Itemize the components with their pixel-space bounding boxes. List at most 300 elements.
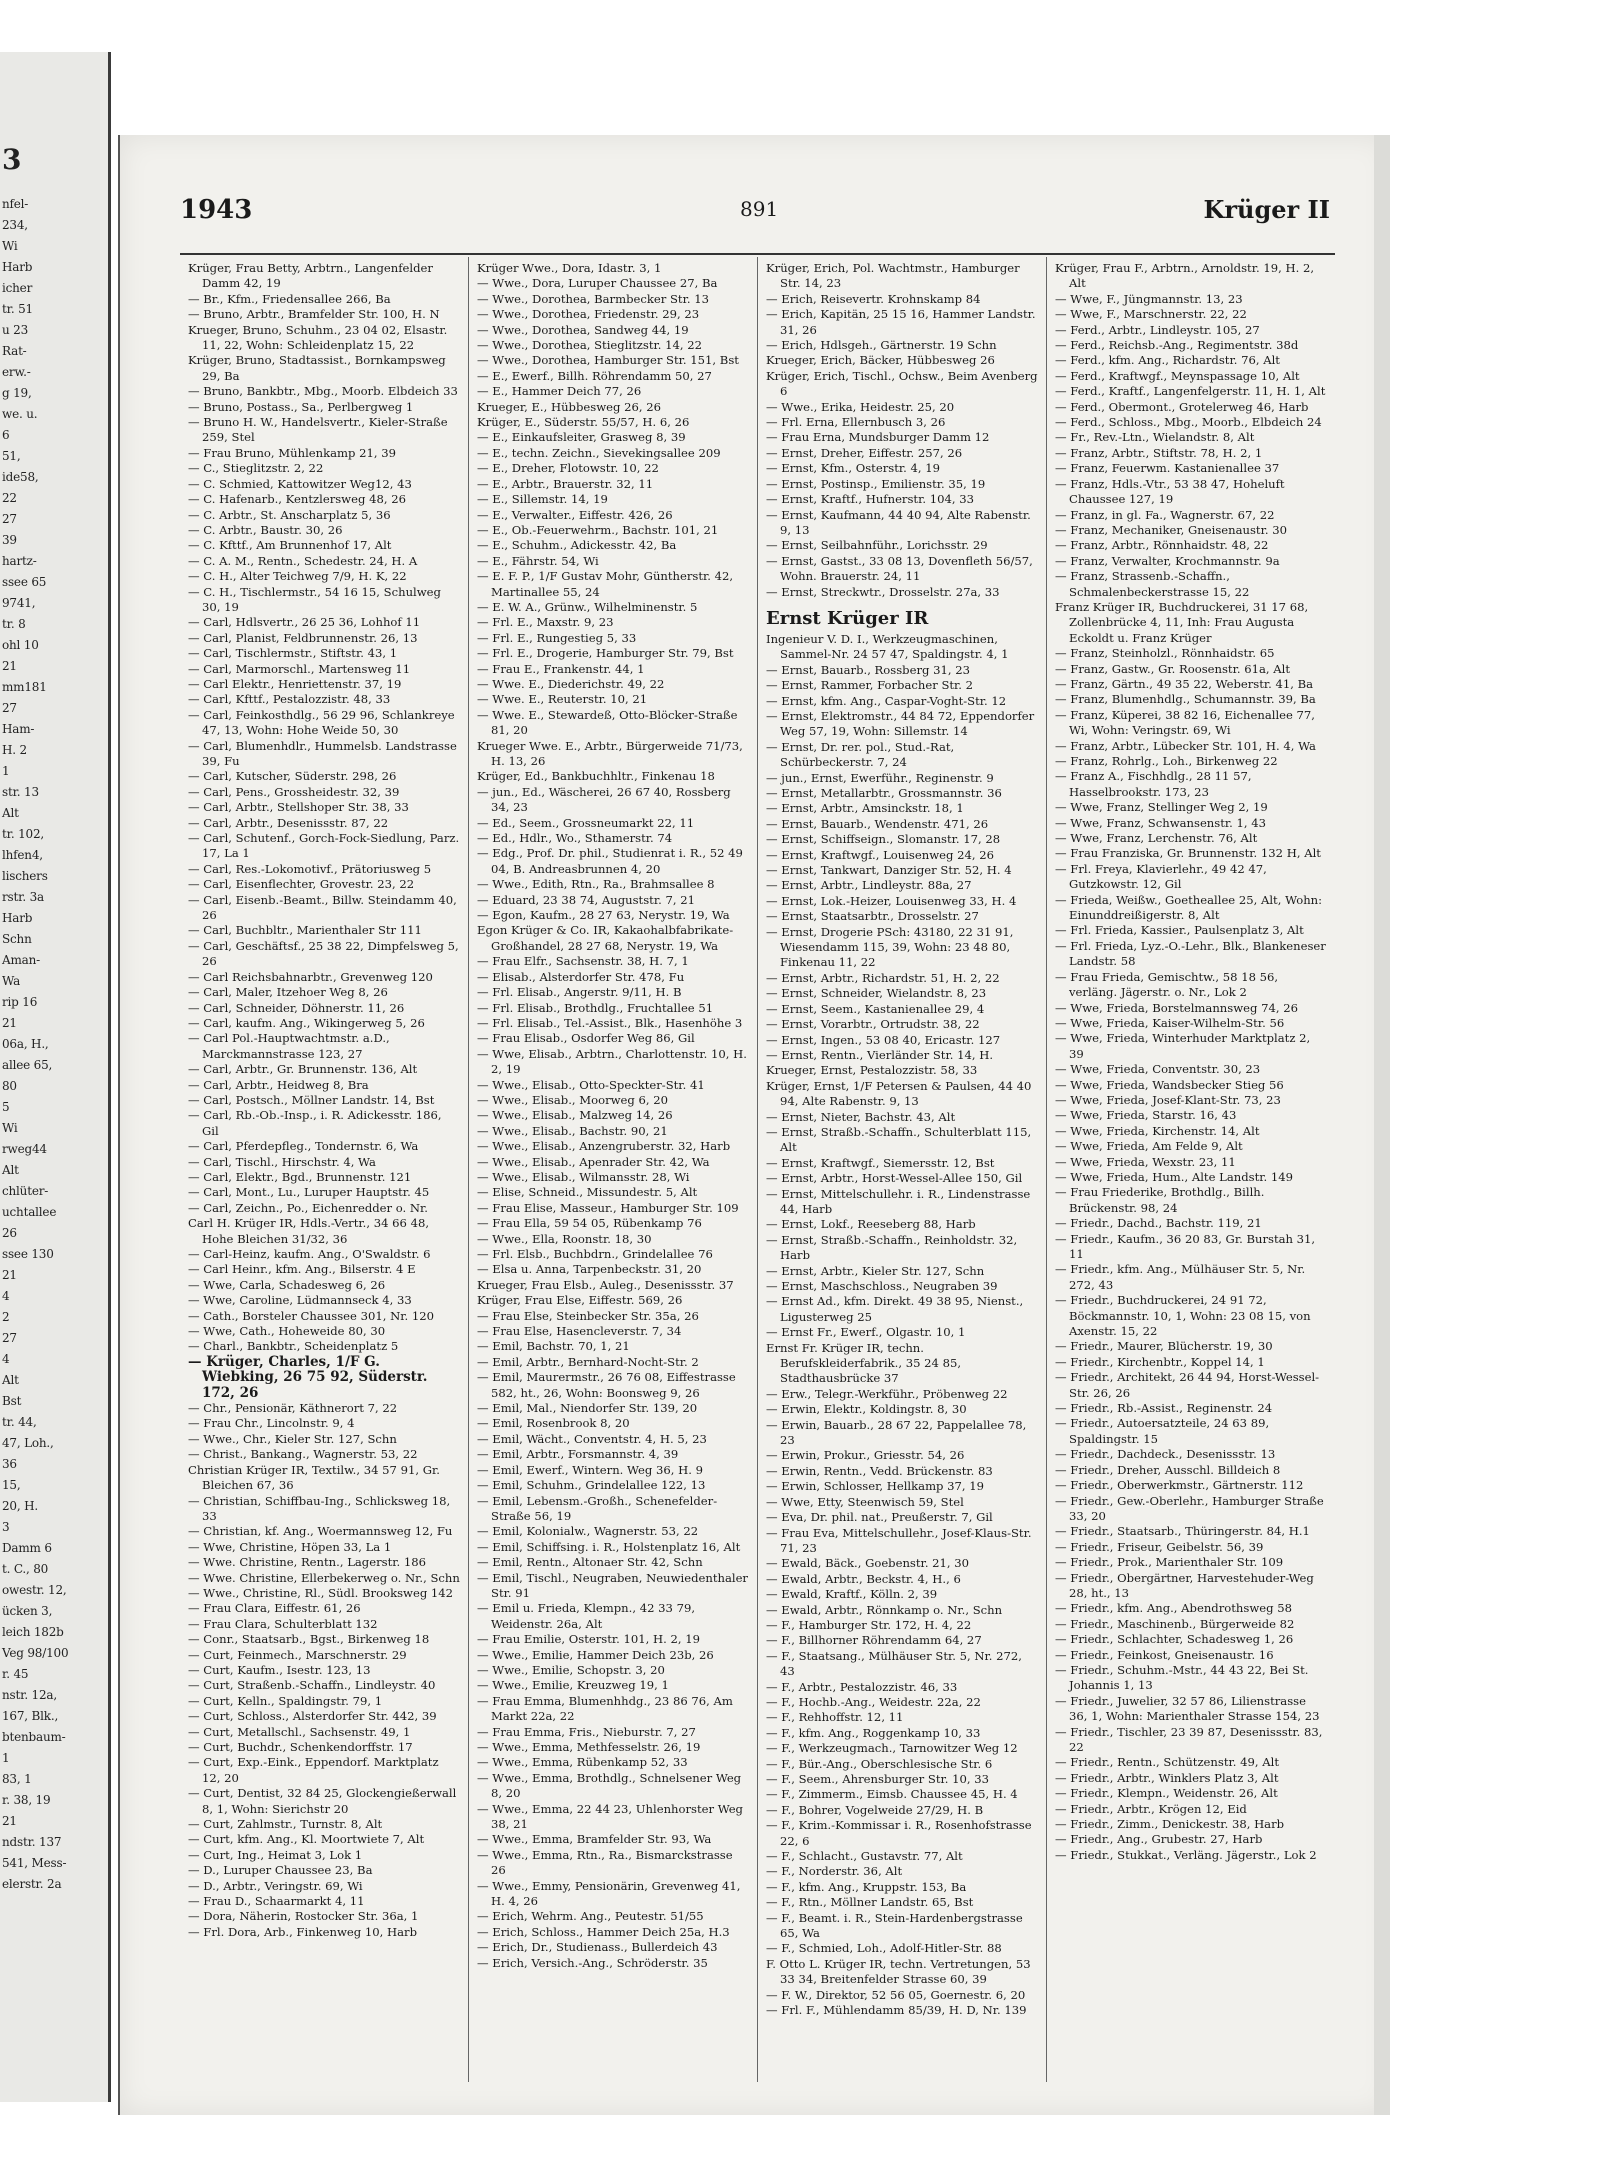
directory-entry: — Friedr., Arbtr., Winklers Platz 3, Alt — [1055, 1770, 1279, 1785]
facing-page-line: g 19, — [2, 386, 32, 400]
directory-entry: — Wwe., Emilie, Hammer Deich 23b, 26 — [477, 1647, 714, 1662]
directory-entry: — Carl, Hdlsvertr., 26 25 36, Lohhof 11 — [188, 615, 421, 630]
directory-entry: — Carl, Maler, Itzehoer Weg 8, 26 — [188, 985, 388, 1000]
facing-page-line: 20, H. — [2, 1499, 38, 1513]
directory-entry: — Franz, Feuerwm. Kastanienallee 37 — [1055, 461, 1280, 476]
facing-page-line: ohl 10 — [2, 638, 39, 652]
header-rule — [180, 253, 1335, 255]
directory-entry: — Erwin, Rentn., Vedd. Brückenstr. 83 — [766, 1463, 993, 1478]
directory-entry: — Frl. Elisab., Brothdlg., Fruchtallee 51 — [477, 1000, 714, 1015]
directory-entry: — Frau Elfr., Sachsenstr. 38, H. 7, 1 — [477, 954, 689, 969]
directory-entry: — Friedr., Feinkost, Gneisenaustr. 16 — [1055, 1647, 1274, 1662]
directory-entry: — Curt, Zahlmstr., Turnstr. 8, Alt — [188, 1817, 383, 1832]
directory-entry: — Carl, Tischl., Hirschstr. 4, Wa — [188, 1154, 376, 1169]
directory-entry: — Erwin, Bauarb., 28 67 22, Pappelallee 78, 23 — [766, 1417, 1027, 1448]
directory-entry: — Wwe. E., Stewardeß, Otto-Blöcker-Straße 81, 20 — [477, 707, 738, 738]
directory-entry: — jun., Ernst, Ewerführ., Reginenstr. 9 — [766, 770, 994, 785]
header-page-number: 891 — [740, 197, 779, 221]
column-2 — [469, 257, 758, 2082]
directory-entry: — Carl, Tischlermstr., Stiftstr. 43, 1 — [188, 646, 398, 661]
facing-page-line: 39 — [2, 533, 17, 547]
directory-entry: — Ernst, Straßb.-Schaffn., Reinholdstr. 32, Harb — [766, 1232, 1018, 1263]
directory-entry: — Friedr., Dachd., Bachstr. 119, 21 — [1055, 1216, 1262, 1231]
facing-page-line: 4 — [2, 1352, 10, 1366]
facing-page-line: rweg44 — [2, 1142, 47, 1156]
directory-entry: — Wwe, Christine, Höpen 33, La 1 — [188, 1539, 392, 1554]
facing-page-line: t. C., 80 — [2, 1562, 49, 1576]
directory-entry: — Elisab., Alsterdorfer Str. 478, Fu — [477, 969, 685, 984]
facing-page-line: 541, Mess- — [2, 1856, 67, 1870]
directory-entry: — Bruno, Arbtr., Bramfelder Str. 100, H. N — [188, 307, 440, 322]
directory-entry: — C. A. M., Rentn., Schedestr. 24, H. A — [188, 553, 418, 568]
column-1 — [180, 257, 469, 2082]
facing-page-line: 27 — [2, 512, 17, 526]
directory-entry: — Ferd., Obermont., Grotelerweg 46, Harb — [1055, 399, 1309, 414]
directory-entry: — Ewald, Kraftf., Kölln. 2, 39 — [766, 1587, 938, 1602]
directory-entry: — F., Bür.-Ang., Oberschlesische Str. 6 — [766, 1756, 993, 1771]
directory-entry: F. Otto L. Krüger IR, techn. Vertretungen, 53 33 34, Breitenfelder Strasse 60, 39 — [766, 1956, 1031, 1987]
directory-entry: — Ernst, Schneider, Wielandstr. 8, 23 — [766, 986, 987, 1001]
directory-entry: — Krüger, Charles, 1/F G. Wiebking, 26 75 92, Süderstr. 172, 26 — [188, 1353, 428, 1401]
directory-entry: — Wwe, Frieda, Kaiser-Wilhelm-Str. 56 — [1055, 1015, 1285, 1030]
facing-page-line: Aman- — [2, 953, 40, 967]
directory-entry: — Friedr., Juwelier, 32 57 86, Lilienstrasse 36, 1, Wohn: Marienthaler Strasse 154, 23 — [1055, 1693, 1320, 1724]
directory-entry: — Friedr., Gew.-Oberlehr., Hamburger Straße 33, 20 — [1055, 1493, 1324, 1523]
directory-entry: — Wwe., Emma, Brothdlg., Schnelsener Weg 8, 20 — [477, 1770, 742, 1801]
directory-entry: — Ernst, Straßb.-Schaffn., Schulterblatt 115, Alt — [766, 1124, 1032, 1155]
directory-entry: — Ernst, Kraftf., Hufnerstr. 104, 33 — [766, 492, 974, 507]
directory-entry: — E., Einkaufsleiter, Grasweg 8, 39 — [477, 430, 686, 445]
directory-entry: — Wwe. E., Diederichstr. 49, 22 — [477, 676, 665, 691]
directory-entry: — Emil, Kolonialw., Wagnerstr. 53, 22 — [477, 1524, 699, 1539]
directory-entry: Krüger, Ed., Bankbuchhltr., Finkenau 18 — [477, 769, 715, 784]
directory-entry: — Ernst, Dr. rer. pol., Stud.-Rat, Schürbeckerstr. 7, 24 — [766, 739, 955, 770]
directory-entry: Krueger Wwe. E., Arbtr., Bürgerweide 71/73, H. 13, 26 — [477, 738, 743, 768]
directory-entry: — Carl, kaufm. Ang., Wikingerweg 5, 26 — [188, 1015, 425, 1030]
directory-entry: — E., Ob.-Feuerwehrm., Bachstr. 101, 21 — [477, 522, 719, 537]
directory-entry: — Friedr., Arbtr., Krögen 12, Eid — [1055, 1801, 1247, 1816]
directory-entry: — Frau Bruno, Mühlenkamp 21, 39 — [188, 445, 397, 460]
directory-entry: — Frau Friederike, Brothdlg., Billh. Brückenstr. 98, 24 — [1055, 1185, 1265, 1215]
directory-entry: — Ernst, Metallarbtr., Grossmannstr. 36 — [766, 786, 1002, 800]
directory-entry: — Wwe, Frieda, Starstr. 16, 43 — [1055, 1108, 1237, 1123]
column-4 — [1047, 257, 1335, 2082]
directory-entry: Ingenieur V. D. I., Werkzeugmaschinen, Sammel-Nr. 24 57 47, Spaldingstr. 4, 1 — [766, 631, 1009, 662]
directory-entry: — Ed., Hdlr., Wo., Sthamerstr. 74 — [477, 831, 673, 846]
directory-entry: — E. F. P., 1/F Gustav Mohr, Güntherstr. 42, Martinallee 55, 24 — [477, 569, 734, 599]
directory-entry: — Friedr., kfm. Ang., Abendrothsweg 58 — [1055, 1601, 1292, 1616]
facing-page-line: 47, Loh., — [2, 1436, 54, 1450]
directory-entry: — Wwe., Dora, Luruper Chaussee 27, Ba — [477, 276, 718, 291]
facing-page-line: tr. 44, — [2, 1415, 37, 1429]
directory-entry: Egon Krüger & Co. IR, Kakaohalbfabrikate-Großhandel, 28 27 68, Nerystr. 19, Wa — [477, 923, 734, 953]
directory-entry: — Ernst, Lok.-Heizer, Louisenweg 33, H. 4 — [766, 893, 1017, 908]
facing-page-line: 234, — [2, 218, 28, 232]
directory-entry: — Franz, Hdls.-Vtr., 53 38 47, Hoheluft Chaussee 127, 19 — [1055, 476, 1285, 507]
directory-entry: — Ernst, Postinsp., Emilienstr. 35, 19 — [766, 476, 986, 491]
directory-entry: — Frau Clara, Schulterblatt 132 — [188, 1616, 378, 1631]
directory-entry: — Friedr., Rentn., Schützenstr. 49, Alt — [1055, 1755, 1279, 1770]
facing-page-line: rstr. 3a — [2, 890, 44, 904]
directory-entry: Christian Krüger IR, Textilw., 34 57 91, Gr. Bleichen 67, 36 — [188, 1462, 440, 1493]
directory-entry: — Friedr., Prok., Marienthaler Str. 109 — [1055, 1555, 1284, 1570]
facing-page-line: nfel- — [2, 197, 29, 211]
directory-entry: — Franz, Gastw., Gr. Roosenstr. 61a, Alt — [1055, 661, 1290, 676]
directory-entry: — Carl Heinr., kfm. Ang., Bilserstr. 4 E — [188, 1262, 416, 1277]
directory-entry: — Bruno, Bankbtr., Mbg., Moorb. Elbdeich 33 — [188, 384, 458, 399]
directory-entry: — Emil, Arbtr., Forsmannstr. 4, 39 — [477, 1447, 679, 1462]
directory-entry: — Ernst, Kaufmann, 44 40 94, Alte Rabenstr. 9, 13 — [766, 507, 1031, 537]
directory-entry: — Wwe., Chr., Kieler Str. 127, Schn — [188, 1431, 397, 1446]
facing-page-line: Veg 98/100 — [2, 1646, 69, 1660]
directory-entry: — Carl, Eisenflechter, Grovestr. 23, 22 — [188, 877, 415, 892]
directory-entry: — F. W., Direktor, 52 56 05, Goernestr. 6, 20 — [766, 1987, 1026, 2002]
facing-page-line: 6 — [2, 428, 10, 442]
directory-entry: — D., Arbtr., Veringstr. 69, Wi — [188, 1878, 363, 1893]
facing-page-line: Rat- — [2, 344, 27, 358]
directory-page — [118, 135, 1390, 2115]
directory-entry: — Friedr., Kirchenbtr., Koppel 14, 1 — [1055, 1354, 1265, 1369]
directory-entry: — Franz, Steinholzl., Rönnhaidstr. 65 — [1055, 646, 1275, 661]
directory-entry: — Curt, Exp.-Eink., Eppendorf. Marktplatz 12, 20 — [188, 1755, 439, 1785]
directory-entry: — Frau Else, Hasencleverstr. 7, 34 — [477, 1324, 682, 1339]
directory-entry: — Frl. Elisab., Angerstr. 9/11, H. B — [477, 985, 682, 1000]
facing-page-line: Harb — [2, 260, 33, 274]
directory-entry: — Wwe, Carla, Schadesweg 6, 26 — [188, 1277, 386, 1292]
directory-entry: — Wwe, Franz, Schwansenstr. 1, 43 — [1055, 815, 1267, 830]
facing-page-line: ssee 65 — [2, 575, 47, 589]
directory-entry: — Friedr., Maurer, Blücherstr. 19, 30 — [1055, 1339, 1273, 1354]
directory-entry: — C. Hafenarb., Kentzlersweg 48, 26 — [188, 492, 406, 507]
directory-entry: — Wwe, Etty, Steenwisch 59, Stel — [766, 1494, 964, 1509]
directory-entry: — Friedr., Oberwerkmstr., Gärtnerstr. 112 — [1055, 1478, 1304, 1493]
directory-entry: — E., Verwalter., Eiffestr. 426, 26 — [477, 507, 673, 522]
directory-entry: — Frau Emma, Blumenhhdg., 23 86 76, Am Markt 22a, 22 — [477, 1693, 733, 1724]
directory-entry: — Frl. Frieda, Lyz.-O.-Lehr., Blk., Blankeneser Landstr. 58 — [1055, 938, 1326, 969]
facing-page-line: 06a, H., — [2, 1037, 49, 1051]
directory-entry: — Ernst, Rammer, Forbacher Str. 2 — [766, 678, 974, 693]
facing-page-line: tr. 51 — [2, 302, 33, 316]
entry-columns — [180, 257, 1335, 2082]
facing-page-line: 83, 1 — [2, 1772, 32, 1786]
directory-entry: — Frl. Frieda, Kassier., Paulsenplatz 3, Alt — [1055, 923, 1304, 938]
directory-entry: — Franz, Verwalter, Krochmannstr. 9a — [1055, 553, 1280, 568]
directory-entry: — E., Hammer Deich 77, 26 — [477, 384, 642, 399]
facing-page-big-number: 3 — [2, 143, 22, 176]
directory-entry: — Friedr., kfm. Ang., Mülhäuser Str. 5, Nr. 272, 43 — [1055, 1262, 1306, 1292]
directory-entry: — C. Schmied, Kattowitzer Weg12, 43 — [188, 476, 412, 491]
directory-entry: — Wwe, Frieda, Conventstr. 30, 23 — [1055, 1062, 1261, 1077]
facing-page-line: chlüter- — [2, 1184, 49, 1198]
directory-entry: — Wwe, Frieda, Wandsbecker Stieg 56 — [1055, 1077, 1284, 1092]
directory-entry: — Ernst, Bauarb., Wendenstr. 471, 26 — [766, 816, 989, 831]
directory-entry: — Carl Elektr., Henriettenstr. 37, 19 — [188, 676, 402, 691]
directory-entry: — Erich, Wehrm. Ang., Peutestr. 51/55 — [477, 1909, 704, 1924]
directory-entry: — Wwe., Emilie, Kreuzweg 19, 1 — [477, 1678, 669, 1693]
facing-page-line: owestr. 12, — [2, 1583, 67, 1597]
directory-entry: Krueger, E., Hübbesweg 26, 26 — [477, 399, 661, 414]
directory-entry: — Friedr., Autoersatzteile, 24 63 89, Spaldingstr. 15 — [1055, 1416, 1270, 1446]
facing-page-line: 9741, — [2, 596, 36, 610]
directory-entry: — Ewald, Bäck., Goebenstr. 21, 30 — [766, 1556, 970, 1571]
directory-entry: — Cath., Borsteler Chaussee 301, Nr. 120 — [188, 1308, 434, 1323]
directory-entry: Krüger, Ernst, 1/F Petersen & Paulsen, 44 40 94, Alte Rabenstr. 9, 13 — [766, 1078, 1032, 1109]
directory-entry: — Frau Erna, Mundsburger Damm 12 — [766, 430, 990, 445]
directory-entry: — Carl, Blumenhdlr., Hummelsb. Landstrasse 39, Fu — [188, 738, 457, 768]
directory-entry: — Carl Reichsbahnarbtr., Grevenweg 120 — [188, 969, 433, 984]
directory-entry: — Frau Emma, Fris., Nieburstr. 7, 27 — [477, 1724, 696, 1739]
directory-entry: — Curt, Kelln., Spaldingstr. 79, 1 — [188, 1693, 383, 1708]
directory-entry: Carl H. Krüger IR, Hdls.-Vertr., 34 66 48, Hohe Bleichen 31/32, 36 — [188, 1216, 430, 1246]
directory-entry: — F., Seem., Ahrensburger Str. 10, 33 — [766, 1772, 990, 1786]
directory-entry: — Wwe, Elisab., Arbtrn., Charlottenstr. 10, H. 2, 19 — [477, 1046, 747, 1077]
directory-entry: — F., kfm. Ang., Roggenkamp 10, 33 — [766, 1725, 981, 1740]
directory-entry: — Emil, Wächt., Conventstr. 4, H. 5, 23 — [477, 1431, 707, 1446]
directory-entry: — Eva, Dr. phil. nat., Preußerstr. 7, Gil — [766, 1510, 993, 1525]
directory-entry: — Ferd., kfm. Ang., Richardstr. 76, Alt — [1055, 353, 1280, 368]
directory-entry: — Ernst, Seem., Kastanienallee 29, 4 — [766, 1001, 985, 1016]
directory-entry: — Frau Elisab., Osdorfer Weg 86, Gil — [477, 1031, 695, 1046]
facing-page-line: Wa — [2, 974, 21, 988]
column-3 — [758, 257, 1047, 2082]
directory-entry: — Charl., Bankbtr., Scheidenplatz 5 — [188, 1339, 399, 1354]
directory-entry: — Ernst, Arbtr., Horst-Wessel-Allee 150, Gil — [766, 1171, 1023, 1186]
directory-entry: — C. Arbtr., St. Anscharplatz 5, 36 — [188, 507, 391, 522]
facing-page-line: ide58, — [2, 470, 39, 484]
directory-entry: — Frau Chr., Lincolnstr. 9, 4 — [188, 1416, 355, 1431]
facing-page-line: 21 — [2, 1016, 17, 1030]
directory-entry: — Carl, Planist, Feldbrunnenstr. 26, 13 — [188, 630, 418, 645]
directory-entry: — Carl, Arbtr., Desenissstr. 87, 22 — [188, 815, 389, 830]
directory-entry: — Erich, Schloss., Hammer Deich 25a, H.3 — [477, 1924, 730, 1939]
directory-entry: — Frau Emilie, Osterstr. 101, H. 2, 19 — [477, 1632, 700, 1647]
facing-page-line: nstr. 12a, — [2, 1688, 57, 1702]
directory-entry: — Frau D., Schaarmarkt 4, 11 — [188, 1894, 365, 1909]
directory-entry: — Frl. E., Rungestieg 5, 33 — [477, 630, 637, 645]
directory-entry: — Friedr., Ang., Grubestr. 27, Harb — [1055, 1832, 1263, 1847]
directory-entry: — Carl, Mont., Lu., Luruper Hauptstr. 45 — [188, 1185, 430, 1200]
facing-page-line: 2 — [2, 1310, 10, 1324]
directory-entry: — Erich, Reisevertr. Krohnskamp 84 — [766, 291, 981, 306]
directory-entry: — Frl. E., Maxstr. 9, 23 — [477, 615, 614, 630]
facing-page-line: lhfen4, — [2, 848, 43, 862]
directory-entry: — E., Ewerf., Billh. Röhrendamm 50, 27 — [477, 368, 712, 383]
facing-page-line: icher — [2, 281, 33, 295]
directory-entry: — Friedr., Klempn., Weidenstr. 26, Alt — [1055, 1786, 1278, 1801]
directory-entry: — Christian, kf. Ang., Woermannsweg 12, Fu — [188, 1524, 453, 1539]
facing-page-line: uchtallee — [2, 1205, 57, 1219]
directory-entry: — Ernst, Rentn., Vierländer Str. 14, H. — [766, 1047, 994, 1062]
directory-entry: — Curt, Kaufm., Isestr. 123, 13 — [188, 1662, 371, 1677]
facing-page-line: 21 — [2, 1268, 17, 1282]
directory-entry: Krüger, Frau Betty, Arbtrn., Langenfelder Damm 42, 19 — [188, 261, 433, 291]
header-year: 1943 — [180, 195, 253, 225]
facing-page-line: Alt — [2, 1163, 19, 1177]
directory-entry: — Br., Kfm., Friedensallee 266, Ba — [188, 291, 391, 306]
directory-entry: — Franz, Blumenhdlg., Schumannstr. 39, Ba — [1055, 692, 1316, 707]
directory-entry: — Ernst, Tankwart, Danziger Str. 52, H. 4 — [766, 863, 1012, 878]
directory-entry: — Erw., Telegr.-Werkführ., Pröbenweg 22 — [766, 1386, 1008, 1401]
directory-entry: — C., Stieglitzstr. 2, 22 — [188, 461, 324, 476]
directory-entry: — Carl Pol.-Hauptwachtmstr. a.D., Marckmannstrasse 123, 27 — [188, 1031, 390, 1061]
directory-entry: Krüger, Erich, Pol. Wachtmstr., Hamburger Str. 14, 23 — [766, 261, 1020, 291]
facing-page-line: 22 — [2, 491, 17, 505]
directory-entry: — Franz, Arbtr., Lübecker Str. 101, H. 4, Wa — [1055, 738, 1316, 753]
facing-page-line: hartz- — [2, 554, 37, 568]
directory-entry: — Ernst, kfm. Ang., Caspar-Voght-Str. 12 — [766, 693, 1007, 708]
directory-entry: — Emil, Arbtr., Bernhard-Nocht-Str. 2 — [477, 1354, 699, 1369]
directory-entry: — Wwe., Elisab., Bachstr. 90, 21 — [477, 1123, 668, 1138]
directory-entry: — Wwe, Caroline, Lüdmannseck 4, 33 — [188, 1293, 412, 1308]
facing-page-line: ssee 130 — [2, 1247, 54, 1261]
directory-entry: — F., Schlacht., Gustavstr. 77, Alt — [766, 1849, 963, 1864]
directory-entry: — Frl. E., Drogerie, Hamburger Str. 79, Bst — [477, 646, 734, 661]
facing-page-line: Schn — [2, 932, 32, 946]
directory-entry: — Carl, Elektr., Bgd., Brunnenstr. 121 — [188, 1169, 412, 1184]
facing-page-line: 21 — [2, 1814, 17, 1828]
directory-entry: — Bruno H. W., Handelsvertr., Kieler-Straße 259, Stel — [188, 415, 448, 445]
directory-entry: — Franz, Strassenb.-Schaffn., Schmalenbeckerstrasse 15, 22 — [1055, 569, 1250, 599]
directory-entry: — Friedr., Buchdruckerei, 24 91 72, Böckmannstr. 10, 1, Wohn: 23 08 15, von Axenstr. 15, 22 — [1055, 1293, 1311, 1339]
directory-entry: — Wwe, Frieda, Am Felde 9, Alt — [1055, 1139, 1243, 1154]
header-running-head: Krüger II — [1203, 195, 1330, 224]
directory-entry: — Wwe., Elisab., Otto-Speckter-Str. 41 — [477, 1077, 705, 1092]
directory-entry: — Wwe, Frieda, Wexstr. 23, 11 — [1055, 1154, 1236, 1169]
directory-entry: — Frau Frieda, Gemischtw., 58 18 56, verläng. Jägerstr. o. Nr., Lok 2 — [1055, 969, 1279, 1000]
directory-entry: — Wwe., Emma, Methfesselstr. 26, 19 — [477, 1740, 701, 1754]
directory-entry: — Emil u. Frieda, Klempn., 42 33 79, Weidenstr. 26a, Alt — [477, 1601, 696, 1631]
directory-entry: — Ernst, Arbtr., Amsinckstr. 18, 1 — [766, 801, 964, 816]
directory-entry: — C. Kfttf., Am Brunnenhof 17, Alt — [188, 538, 392, 553]
directory-entry: — Carl, Eisenb.-Beamt., Billw. Steindamm 40, 26 — [188, 892, 457, 923]
directory-entry: — Egon, Kaufm., 28 27 63, Nerystr. 19, Wa — [477, 908, 730, 923]
directory-entry: — Wwe., Dorothea, Friedenstr. 29, 23 — [477, 307, 700, 322]
directory-entry: — Franz, Arbtr., Stiftstr. 78, H. 2, 1 — [1055, 445, 1263, 460]
facing-page-line: allee 65, — [2, 1058, 53, 1072]
directory-entry: — F., Rtn., Möllner Landstr. 65, Bst — [766, 1895, 974, 1910]
directory-entry: — Bruno, Postass., Sa., Perlbergweg 1 — [188, 399, 414, 414]
directory-entry: — Carl, Kutscher, Süderstr. 298, 26 — [188, 769, 397, 784]
directory-entry: — Erich, Hdlsgeh., Gärtnerstr. 19 Schn — [766, 338, 997, 353]
directory-entry: — Ernst, Streckwtr., Drosselstr. 27a, 33 — [766, 584, 1000, 599]
directory-entry: — Wwe., Dorothea, Stieglitzstr. 14, 22 — [477, 338, 703, 353]
facing-page-line: Wi — [2, 1121, 18, 1135]
facing-page-line: Alt — [2, 806, 19, 820]
directory-entry: Franz Krüger IR, Buchdruckerei, 31 17 68, Zollenbrücke 4, 11, Inh: Frau Augusta Eckoldt u. Franz Krüger — [1055, 599, 1309, 645]
directory-entry: — Friedr., Kaufm., 36 20 83, Gr. Burstah 31, 11 — [1055, 1231, 1316, 1261]
directory-entry: — Wwe., Elisab., Moorweg 6, 20 — [477, 1092, 669, 1107]
directory-entry: — Wwe, Frieda, Hum., Alte Landstr. 149 — [1055, 1169, 1293, 1184]
facing-page-line: btenbaum- — [2, 1730, 66, 1744]
directory-entry: Ernst Fr. Krüger IR, techn. Berufskleiderfabrik., 35 24 85, Stadthausbrücke 37 — [766, 1340, 962, 1386]
directory-entry: Krüger, Erich, Tischl., Ochsw., Beim Avenberg 6 — [766, 368, 1038, 399]
directory-entry: — Frl. Erna, Ellernbusch 3, 26 — [766, 415, 946, 430]
directory-entry: — Emil, Maurermstr., 26 76 08, Eiffestrasse 582, ht., 26, Wohn: Boonsweg 9, 26 — [477, 1370, 736, 1400]
directory-entry: — Emil, Tischl., Neugraben, Neuwiedenthaler Str. 91 — [477, 1570, 748, 1600]
directory-entry: — Ernst, Gastst., 33 08 13, Dovenfleth 56/57, Wohn. Brauerstr. 24, 11 — [766, 553, 1033, 584]
directory-entry: — Erich, Versich.-Ang., Schröderstr. 35 — [477, 1955, 708, 1970]
directory-entry: — Wwe., Emma, 22 44 23, Uhlenhorster Weg 38, 21 — [477, 1801, 743, 1832]
directory-entry: Krüger Wwe., Dora, Idastr. 3, 1 — [477, 261, 662, 275]
directory-entry: — Curt, Schloss., Alsterdorfer Str. 442, 39 — [188, 1709, 437, 1724]
directory-entry: — E., Dreher, Flotowstr. 10, 22 — [477, 461, 659, 476]
directory-entry: — Franz, Gärtn., 49 35 22, Weberstr. 41, Ba — [1055, 676, 1314, 691]
directory-entry: — Ernst, Drogerie PSch: 43180, 22 31 91, Wiesendamm 115, 39, Wohn: 23 48 80, Finkenau 11, 22 — [766, 924, 1014, 970]
directory-entry: — Ernst, Seilbahnführ., Lorichsstr. 29 — [766, 538, 988, 553]
directory-entry: — F., Staatsang., Mülhäuser Str. 5, Nr. 272, 43 — [766, 1648, 1022, 1679]
directory-entry: — Carl, Arbtr., Gr. Brunnenstr. 136, Alt — [188, 1062, 418, 1077]
directory-entry: — F., Beamt. i. R., Stein-Hardenbergstrasse 65, Wa — [766, 1910, 1023, 1941]
facing-page-line: 21 — [2, 659, 17, 673]
directory-entry: — F., Werkzeugmach., Tarnowitzer Weg 12 — [766, 1741, 1018, 1756]
directory-entry: — Edg., Prof. Dr. phil., Studienrat i. R., 52 49 04, B. Andreasbrunnen 4, 20 — [477, 846, 743, 876]
directory-entry: — Friedr., Schuhm.-Mstr., 44 43 22, Bei St. Johannis 1, 13 — [1055, 1662, 1309, 1693]
directory-entry: — Ferd., Arbtr., Lindleystr. 105, 27 — [1055, 322, 1260, 337]
directory-entry: — Wwe, Franz, Lerchenstr. 76, Alt — [1055, 831, 1258, 846]
directory-entry: — Frau Elise, Masseur., Hamburger Str. 109 — [477, 1200, 739, 1215]
directory-entry: — Frau Franziska, Gr. Brunnenstr. 132 H, Alt — [1055, 846, 1321, 861]
directory-entry: — Wwe, F., Marschnerstr. 22, 22 — [1055, 307, 1247, 322]
directory-entry: — Carl, Rb.-Ob.-Insp., i. R. Adickesstr. 186, Gil — [188, 1108, 442, 1138]
facing-page-line: r. 45 — [2, 1667, 29, 1681]
directory-entry: — E., Arbtr., Brauerstr. 32, 11 — [477, 476, 654, 491]
directory-entry: — Ed., Seem., Grossneumarkt 22, 11 — [477, 815, 695, 830]
directory-entry: — F., Rehhoffstr. 12, 11 — [766, 1710, 904, 1725]
directory-entry: — Carl, Feinkosthdlg., 56 29 96, Schlankreye 47, 13, Wohn: Hohe Weide 50, 30 — [188, 707, 455, 738]
directory-entry: — Friedr., Dreher, Ausschl. Billdeich 8 — [1055, 1462, 1281, 1477]
facing-page-line: 167, Blk., — [2, 1709, 59, 1723]
directory-entry: — Frl. Dora, Arb., Finkenweg 10, Harb — [188, 1924, 418, 1939]
directory-entry: — Wwe., Elisab., Anzengruberstr. 32, Harb — [477, 1139, 731, 1154]
directory-entry: — Franz, Arbtr., Rönnhaidstr. 48, 22 — [1055, 538, 1269, 553]
directory-entry: — Ernst, Kfm., Osterstr. 4, 19 — [766, 461, 940, 476]
directory-entry: Krüger, Frau Else, Eiffestr. 569, 26 — [477, 1293, 683, 1308]
directory-entry: — Carl-Heinz, kaufm. Ang., O'Swaldstr. 6 — [188, 1247, 431, 1261]
directory-entry: — Curt, Straßenb.-Schaffn., Lindleystr. 40 — [188, 1678, 436, 1693]
facing-page-line: Wi — [2, 239, 18, 253]
directory-entry: — Wwe, Frieda, Josef-Klant-Str. 73, 23 — [1055, 1092, 1281, 1107]
facing-page-line: 4 — [2, 1289, 10, 1303]
directory-entry: — Friedr., Friseur, Geibelstr. 56, 39 — [1055, 1539, 1264, 1554]
directory-entry: — Erwin, Prokur., Griesstr. 54, 26 — [766, 1448, 965, 1463]
facing-page-line: tr. 102, — [2, 827, 44, 841]
facing-page-line: 3 — [2, 1520, 10, 1534]
facing-page-line: ücken 3, — [2, 1604, 53, 1618]
directory-entry: — F., Zimmerm., Eimsb. Chaussee 45, H. 4 — [766, 1787, 1018, 1802]
facing-page-line: rip 16 — [2, 995, 38, 1009]
directory-entry: — Carl, Arbtr., Heidweg 8, Bra — [188, 1077, 369, 1092]
directory-entry: Krueger, Erich, Bäcker, Hübbesweg 26 — [766, 353, 995, 368]
directory-entry: — Emil, Ewerf., Wintern. Weg 36, H. 9 — [477, 1462, 703, 1477]
directory-entry: — Ernst, Arbtr., Kieler Str. 127, Schn — [766, 1263, 985, 1278]
directory-entry: — Wwe., Edith, Rtn., Ra., Brahmsallee 8 — [477, 877, 715, 892]
directory-entry: — C. H., Tischlermstr., 54 16 15, Schulweg 30, 19 — [188, 584, 441, 614]
directory-entry: — Friedr., Tischler, 23 39 87, Desenissstr. 83, 22 — [1055, 1724, 1323, 1754]
directory-entry: Ernst Krüger IR — [766, 607, 929, 629]
directory-entry: — Wwe. Christine, Rentn., Lagerstr. 186 — [188, 1555, 427, 1570]
directory-entry: — Frau Clara, Eiffestr. 61, 26 — [188, 1601, 361, 1616]
directory-entry: — Ernst, Lokf., Reeseberg 88, Harb — [766, 1217, 976, 1232]
directory-entry: — Ferd., Kraftf., Langenfelgerstr. 11, H. 1, Alt — [1055, 384, 1326, 399]
directory-entry: — Curt, Metallschl., Sachsenstr. 49, 1 — [188, 1724, 411, 1739]
directory-entry: — Curt, Feinmech., Marschnerstr. 29 — [188, 1647, 407, 1662]
directory-entry: — Franz A., Fischhdlg., 28 11 57, Hasselbrookstr. 173, 23 — [1055, 769, 1252, 799]
directory-entry: — Ernst Fr., Ewerf., Olgastr. 10, 1 — [766, 1325, 966, 1340]
directory-entry: — Wwe, Frieda, Borstelmannsweg 74, 26 — [1055, 1000, 1298, 1015]
directory-entry: — Christian, Schiffbau-Ing., Schlicksweg 18, 33 — [188, 1493, 451, 1523]
directory-entry: — Curt, kfm. Ang., Kl. Moortwiete 7, Alt — [188, 1832, 425, 1847]
directory-entry: — Franz, Küperei, 38 82 16, Eichenallee 77, Wi, Wohn: Veringstr. 69, Wi — [1055, 707, 1315, 738]
